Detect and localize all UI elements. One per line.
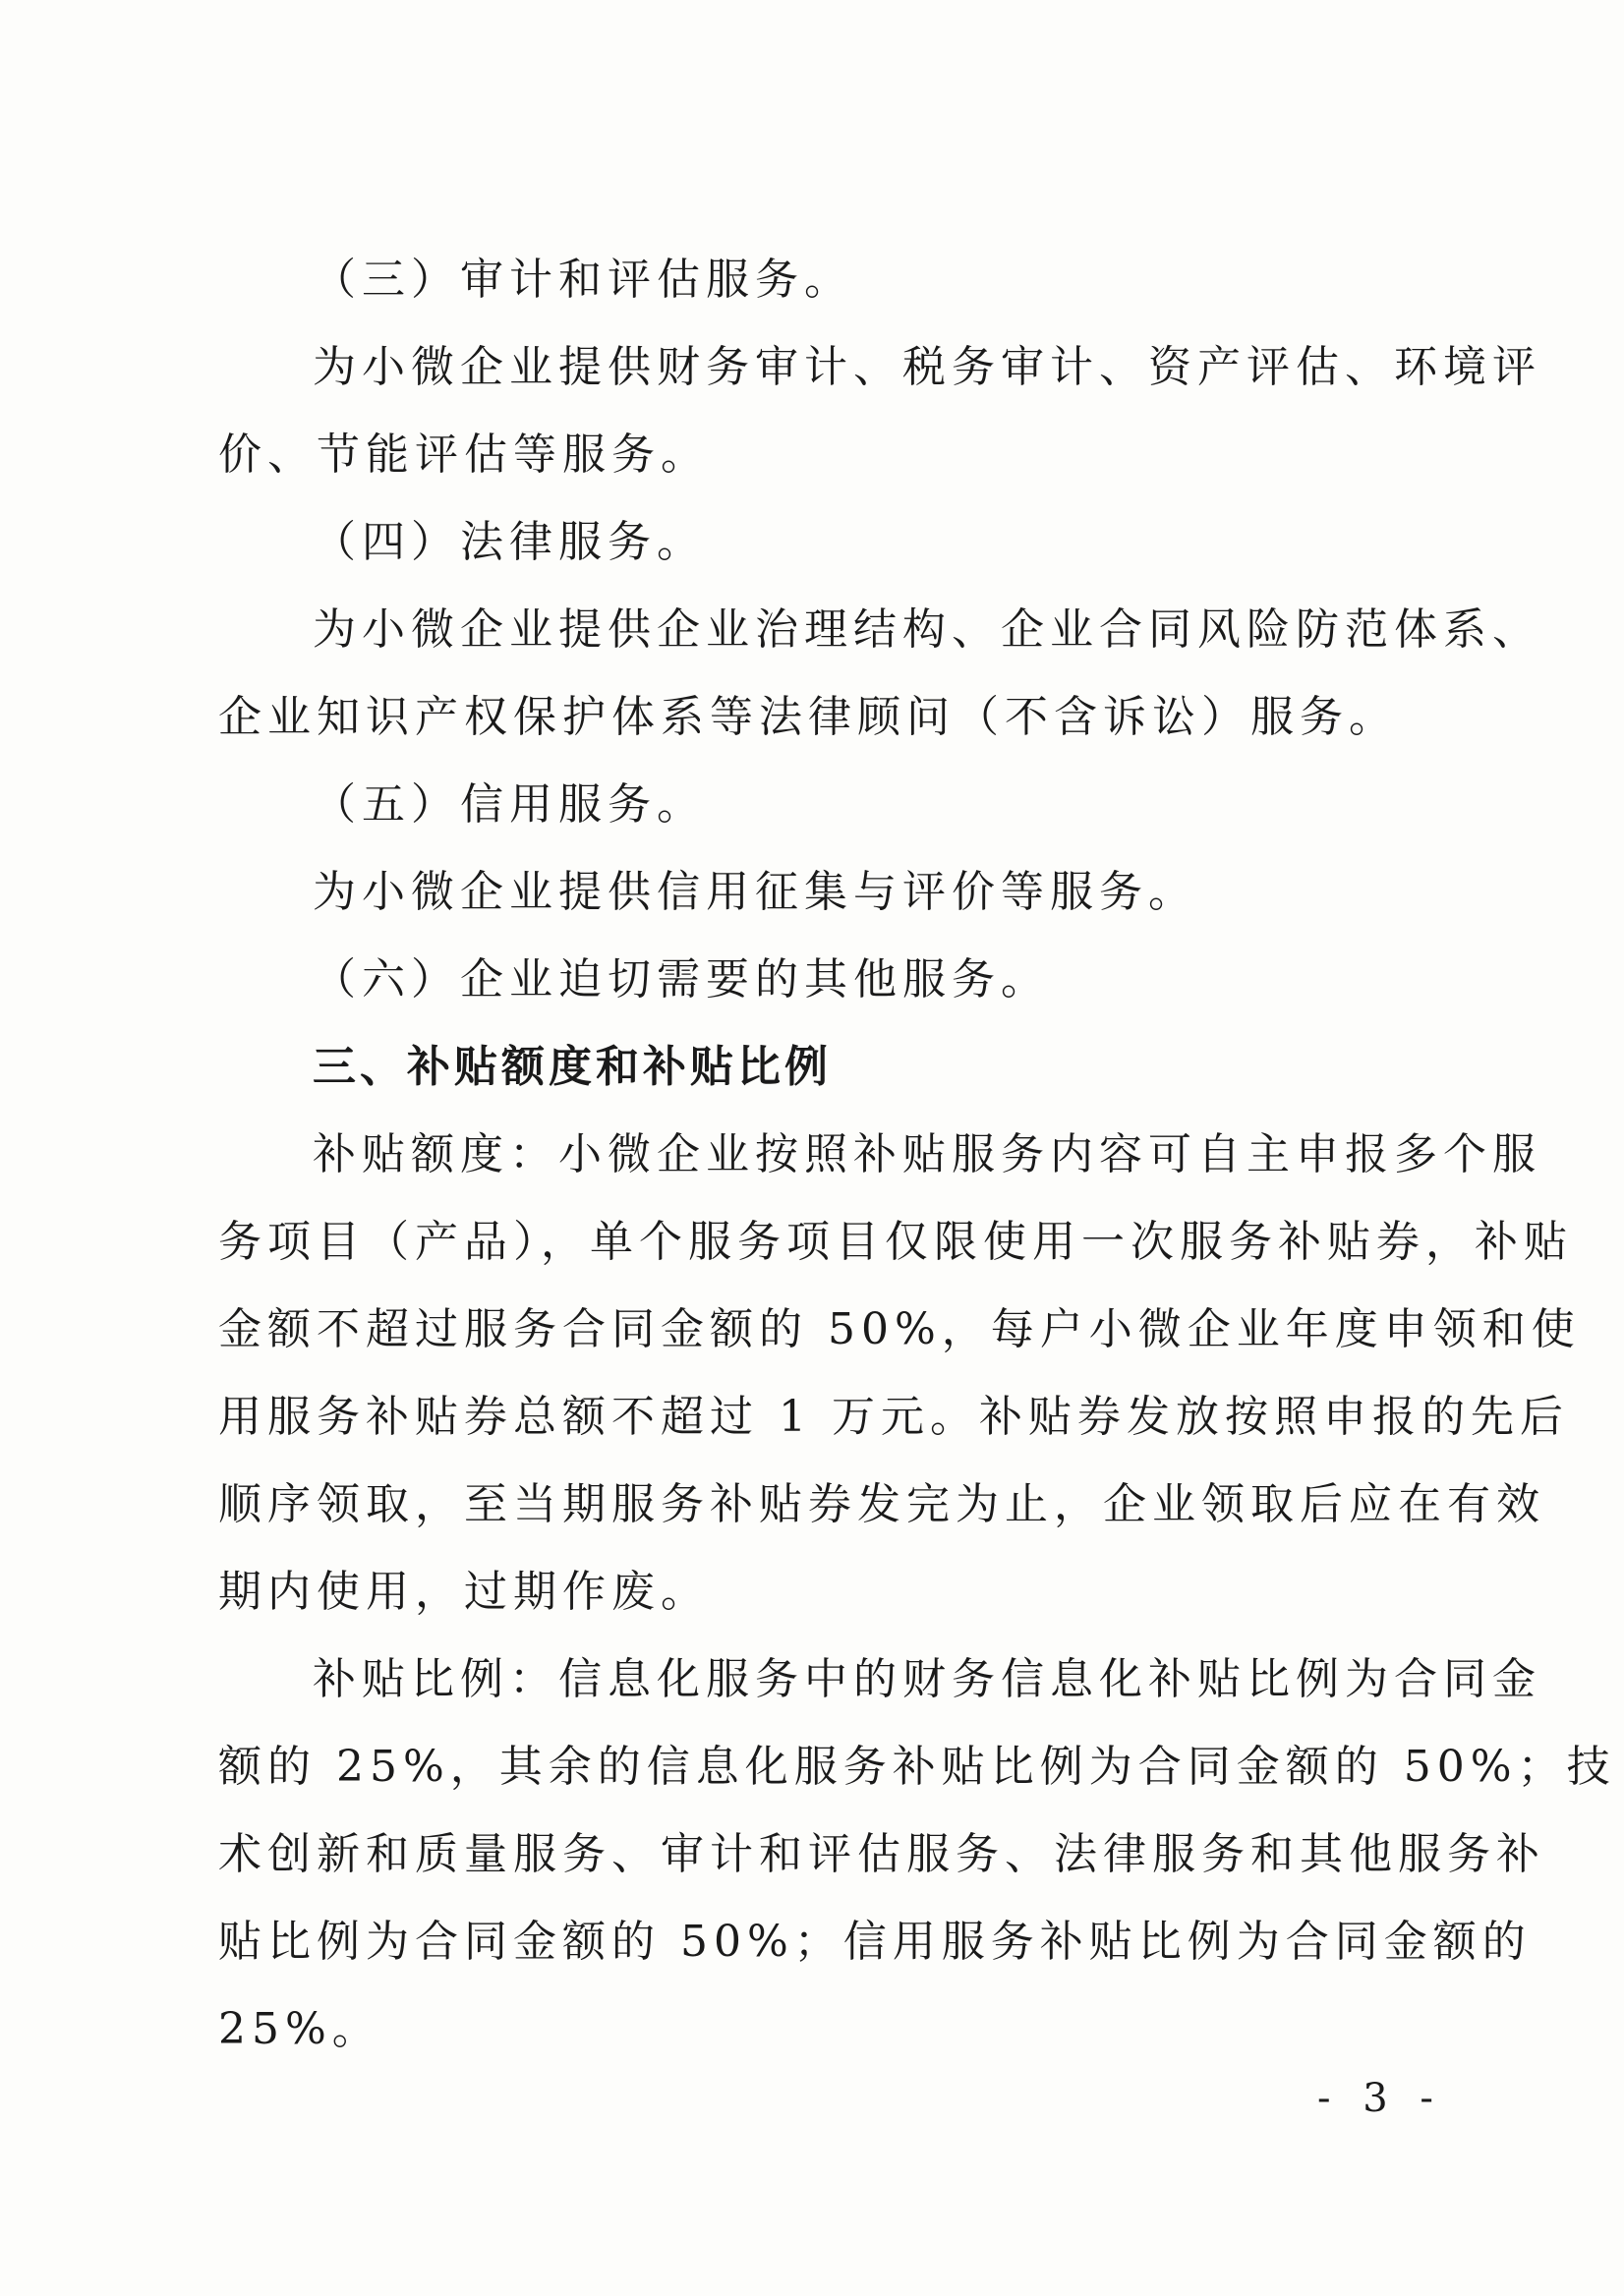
- paragraph-line: 贴比例为合同金额的 50%；信用服务补贴比例为合同金额的: [218, 1917, 1532, 1967]
- paragraph-line: 顺序领取，至当期服务补贴券发完为止，企业领取后应在有效: [218, 1479, 1545, 1529]
- paragraph-line: 为小微企业提供财务审计、税务审计、资产评估、环境评: [313, 342, 1541, 392]
- section-heading-legal: （四）法律服务。: [313, 517, 706, 567]
- paragraph-line: 为小微企业提供信用征集与评价等服务。: [313, 867, 1197, 917]
- paragraph-line: 额的 25%，其余的信息化服务补贴比例为合同金额的 50%；技: [218, 1742, 1616, 1792]
- paragraph-line: 务项目（产品），单个服务项目仅限使用一次服务补贴券，补贴: [218, 1217, 1573, 1267]
- paragraph-line: 期内使用，过期作废。: [218, 1567, 710, 1617]
- paragraph-line: 术创新和质量服务、审计和评估服务、法律服务和其他服务补: [218, 1829, 1545, 1879]
- paragraph-line: 企业知识产权保护体系等法律顾问（不含诉讼）服务。: [218, 692, 1398, 742]
- paragraph-line: 用服务补贴券总额不超过 1 万元。补贴券发放按照申报的先后: [218, 1392, 1569, 1442]
- paragraph-line: 补贴额度：小微企业按照补贴服务内容可自主申报多个服: [313, 1129, 1541, 1179]
- paragraph-line: 金额不超过服务合同金额的 50%，每户小微企业年度申领和使: [218, 1304, 1581, 1354]
- paragraph-line: 补贴比例：信息化服务中的财务信息化补贴比例为合同金: [313, 1654, 1541, 1704]
- section-heading-credit: （五）信用服务。: [313, 779, 706, 830]
- paragraph-line: 25%。: [218, 2004, 381, 2054]
- section-heading-other: （六）企业迫切需要的其他服务。: [313, 954, 1050, 1004]
- paragraph-line: 为小微企业提供企业治理结构、企业合同风险防范体系、: [313, 604, 1541, 655]
- section-heading-subsidy: 三、补贴额度和补贴比例: [313, 1042, 832, 1092]
- paragraph-line: 价、节能评估等服务。: [218, 430, 710, 480]
- page-number: - 3 -: [1317, 2076, 1443, 2121]
- section-heading-audit: （三）审计和评估服务。: [313, 255, 853, 305]
- document-body: [218, 236, 1616, 2073]
